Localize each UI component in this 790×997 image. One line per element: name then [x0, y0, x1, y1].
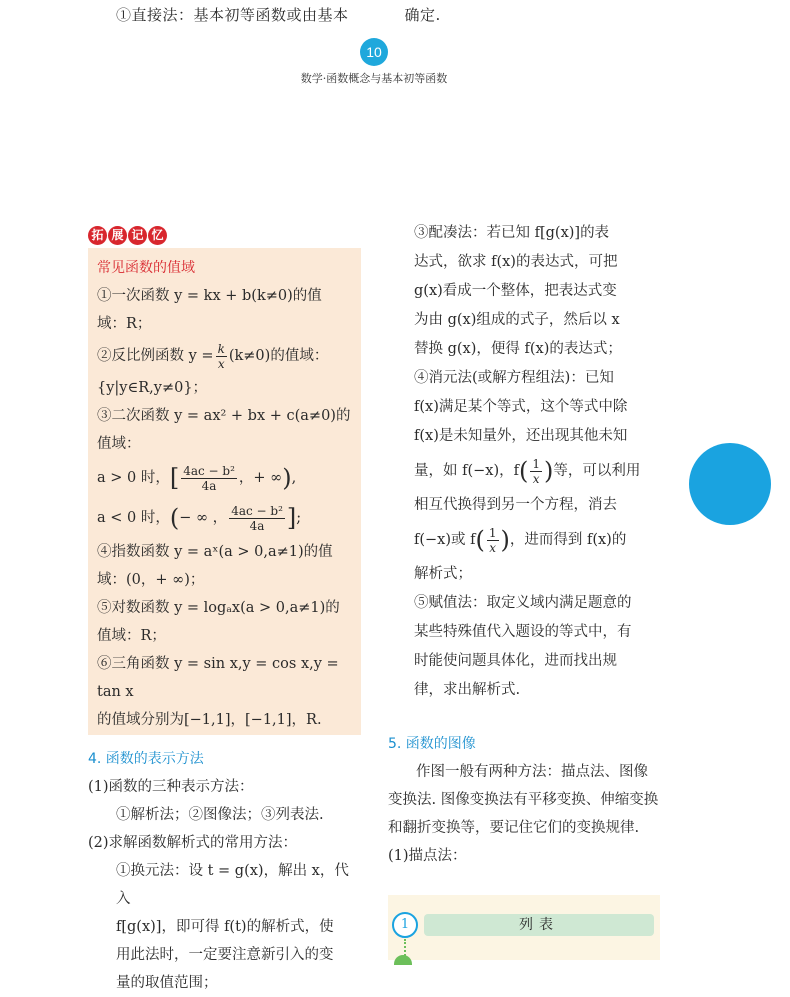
denominator: x: [489, 540, 497, 555]
box-text: a > 0 时，: [97, 470, 170, 486]
text: f(−x)或 f: [414, 532, 476, 548]
running-head: 数学·函数概念与基本初等函数: [300, 72, 448, 85]
box-line: [97, 338, 353, 374]
paragraph: ①解析法；②图像法；③列表法.: [116, 807, 324, 823]
box-line: ⑥三角函数 y = sin x,y = cos x,y = tan x: [97, 656, 339, 700]
paragraph: f(x)满足某个等式，这个等式中除: [414, 399, 628, 415]
side-tab-marker: [689, 443, 771, 525]
step-label: 列表: [424, 914, 654, 936]
paragraph: g(x)看成一个整体，把表达式变: [414, 283, 617, 299]
top-line-part2: 确定.: [404, 6, 441, 24]
denominator: 4a: [201, 478, 217, 493]
box-line: 域：R；: [97, 316, 152, 332]
graph-section: [388, 730, 662, 870]
box-line: ④指数函数 y = aˣ(a > 0,a≠1)的值: [97, 544, 333, 560]
fraction: [530, 457, 542, 486]
box-text: ，+ ∞: [238, 470, 283, 486]
box-text: ②反比例函数 y =: [97, 348, 214, 364]
fraction: [229, 504, 285, 533]
box-line: ③二次函数 y = ax² + bx + c(a≠0)的: [97, 408, 351, 424]
step-number: 1: [392, 912, 418, 938]
right-column: [414, 219, 662, 705]
section-heading: 5. 函数的图像: [388, 736, 476, 752]
fraction: [487, 526, 499, 555]
box-line: {y|y∈R,y≠0}；: [97, 380, 208, 396]
paragraph: 用此法时，一定要注意新引入的变: [116, 947, 334, 963]
numerator: 1: [532, 456, 540, 471]
text: 等，可以利用: [553, 463, 641, 479]
plotting-flow: [388, 895, 660, 960]
denominator: x: [532, 471, 540, 486]
badge-char: 展: [108, 226, 127, 245]
expand-memory-badge: [88, 226, 167, 246]
badge-char: 记: [128, 226, 147, 245]
paragraph: (1)函数的三种表示方法：: [88, 779, 254, 795]
paragraph: f(x)是未知量外，还出现其他未知: [414, 428, 628, 444]
text: 量，如 f(−x)，f: [414, 463, 519, 479]
paragraph: ③配凑法：若已知 f[g(x)]的表: [414, 225, 610, 241]
numerator: 1: [488, 525, 497, 540]
page-number: 10: [360, 38, 388, 66]
numerator: k: [217, 341, 225, 356]
range-summary-box: [88, 248, 361, 735]
paragraph: ①换元法：设 t = g(x)，解出 x，代入: [116, 863, 349, 907]
paragraph: 达式，欲求 f(x)的表达式，可把: [414, 254, 618, 270]
numerator: 4ac − b²: [183, 463, 235, 478]
paragraph: f[g(x)]，即可得 f(t)的解析式，使: [116, 919, 334, 935]
numerator: 4ac − b²: [231, 503, 283, 518]
box-line: 值域：: [97, 436, 141, 452]
paragraph: 律，求出解析式.: [414, 682, 521, 698]
box-line: ⑤对数函数 y = logₐx(a > 0,a≠1)的: [97, 600, 340, 616]
top-line: [116, 4, 441, 25]
box-text: − ∞ ，: [179, 510, 228, 526]
section-heading: 4. 函数的表示方法: [88, 751, 204, 767]
denominator: x: [217, 356, 225, 371]
left-column: [88, 745, 363, 997]
badge-char: 拓: [88, 226, 107, 245]
box-text: (k≠0)的值域：: [228, 348, 329, 364]
box-line: ①一次函数 y = kx + b(k≠0)的值: [97, 288, 322, 304]
paragraph: f(−x)或 f( $\frac{1}{x}$ )，进而得到 f(x)的: [414, 525, 627, 555]
paragraph: 某些特殊值代入题设的等式中，有: [414, 624, 632, 640]
paragraph: ⑤赋值法：取定义域内满足题意的: [414, 595, 632, 611]
paragraph: 时能使问题具体化，进而找出规: [414, 653, 617, 669]
box-title: 常见函数的值域: [97, 260, 195, 276]
next-step-marker: [394, 955, 412, 965]
box-line: 值域：R；: [97, 628, 166, 644]
paragraph: ④消元法(或解方程组法)：已知: [414, 370, 614, 386]
box-line: a > 0 时，[ $\frac{\text{4ac − b²}}{4a}$ ，+ ∞),: [97, 463, 297, 493]
badge-char: 忆: [148, 226, 167, 245]
fraction: [216, 342, 227, 371]
paragraph: (2)求解函数解析式的常用方法：: [88, 835, 298, 851]
paragraph: 替换 g(x)，便得 f(x)的表达式；: [414, 341, 622, 357]
box-text: a < 0 时，: [97, 510, 170, 526]
paragraph: 量的取值范围；: [116, 975, 218, 991]
paragraph: 量，如 f(−x)，f( $\frac{1}{x}$ )等，可以利用: [414, 456, 641, 486]
paragraph: 为由 g(x)组成的式子，然后以 x: [414, 312, 620, 328]
top-line-part1: ①直接法：基本初等函数或由基本: [116, 6, 349, 24]
fraction: [181, 464, 237, 493]
paragraph: 作图一般有两种方法：描点法、图像变换法. 图像变换法有平移变换、伸缩变换和翻折变换等，要记住它们的变换规律.: [388, 764, 659, 836]
text: ，进而得到 f(x)的: [509, 532, 627, 548]
paragraph: 相互代换得到另一个方程，消去: [414, 497, 617, 513]
box-line: 的值域分别为[−1,1]，[−1,1]，R.: [97, 712, 322, 728]
box-line: a < 0 时，(− ∞ ， $\frac{\text{4ac − b²}}{4a}$ ];: [97, 503, 302, 533]
paragraph: (1)描点法：: [388, 848, 467, 864]
paragraph: 解析式；: [414, 566, 472, 582]
denominator: 4a: [249, 518, 265, 533]
box-line: 域：(0，+ ∞)；: [97, 572, 205, 588]
